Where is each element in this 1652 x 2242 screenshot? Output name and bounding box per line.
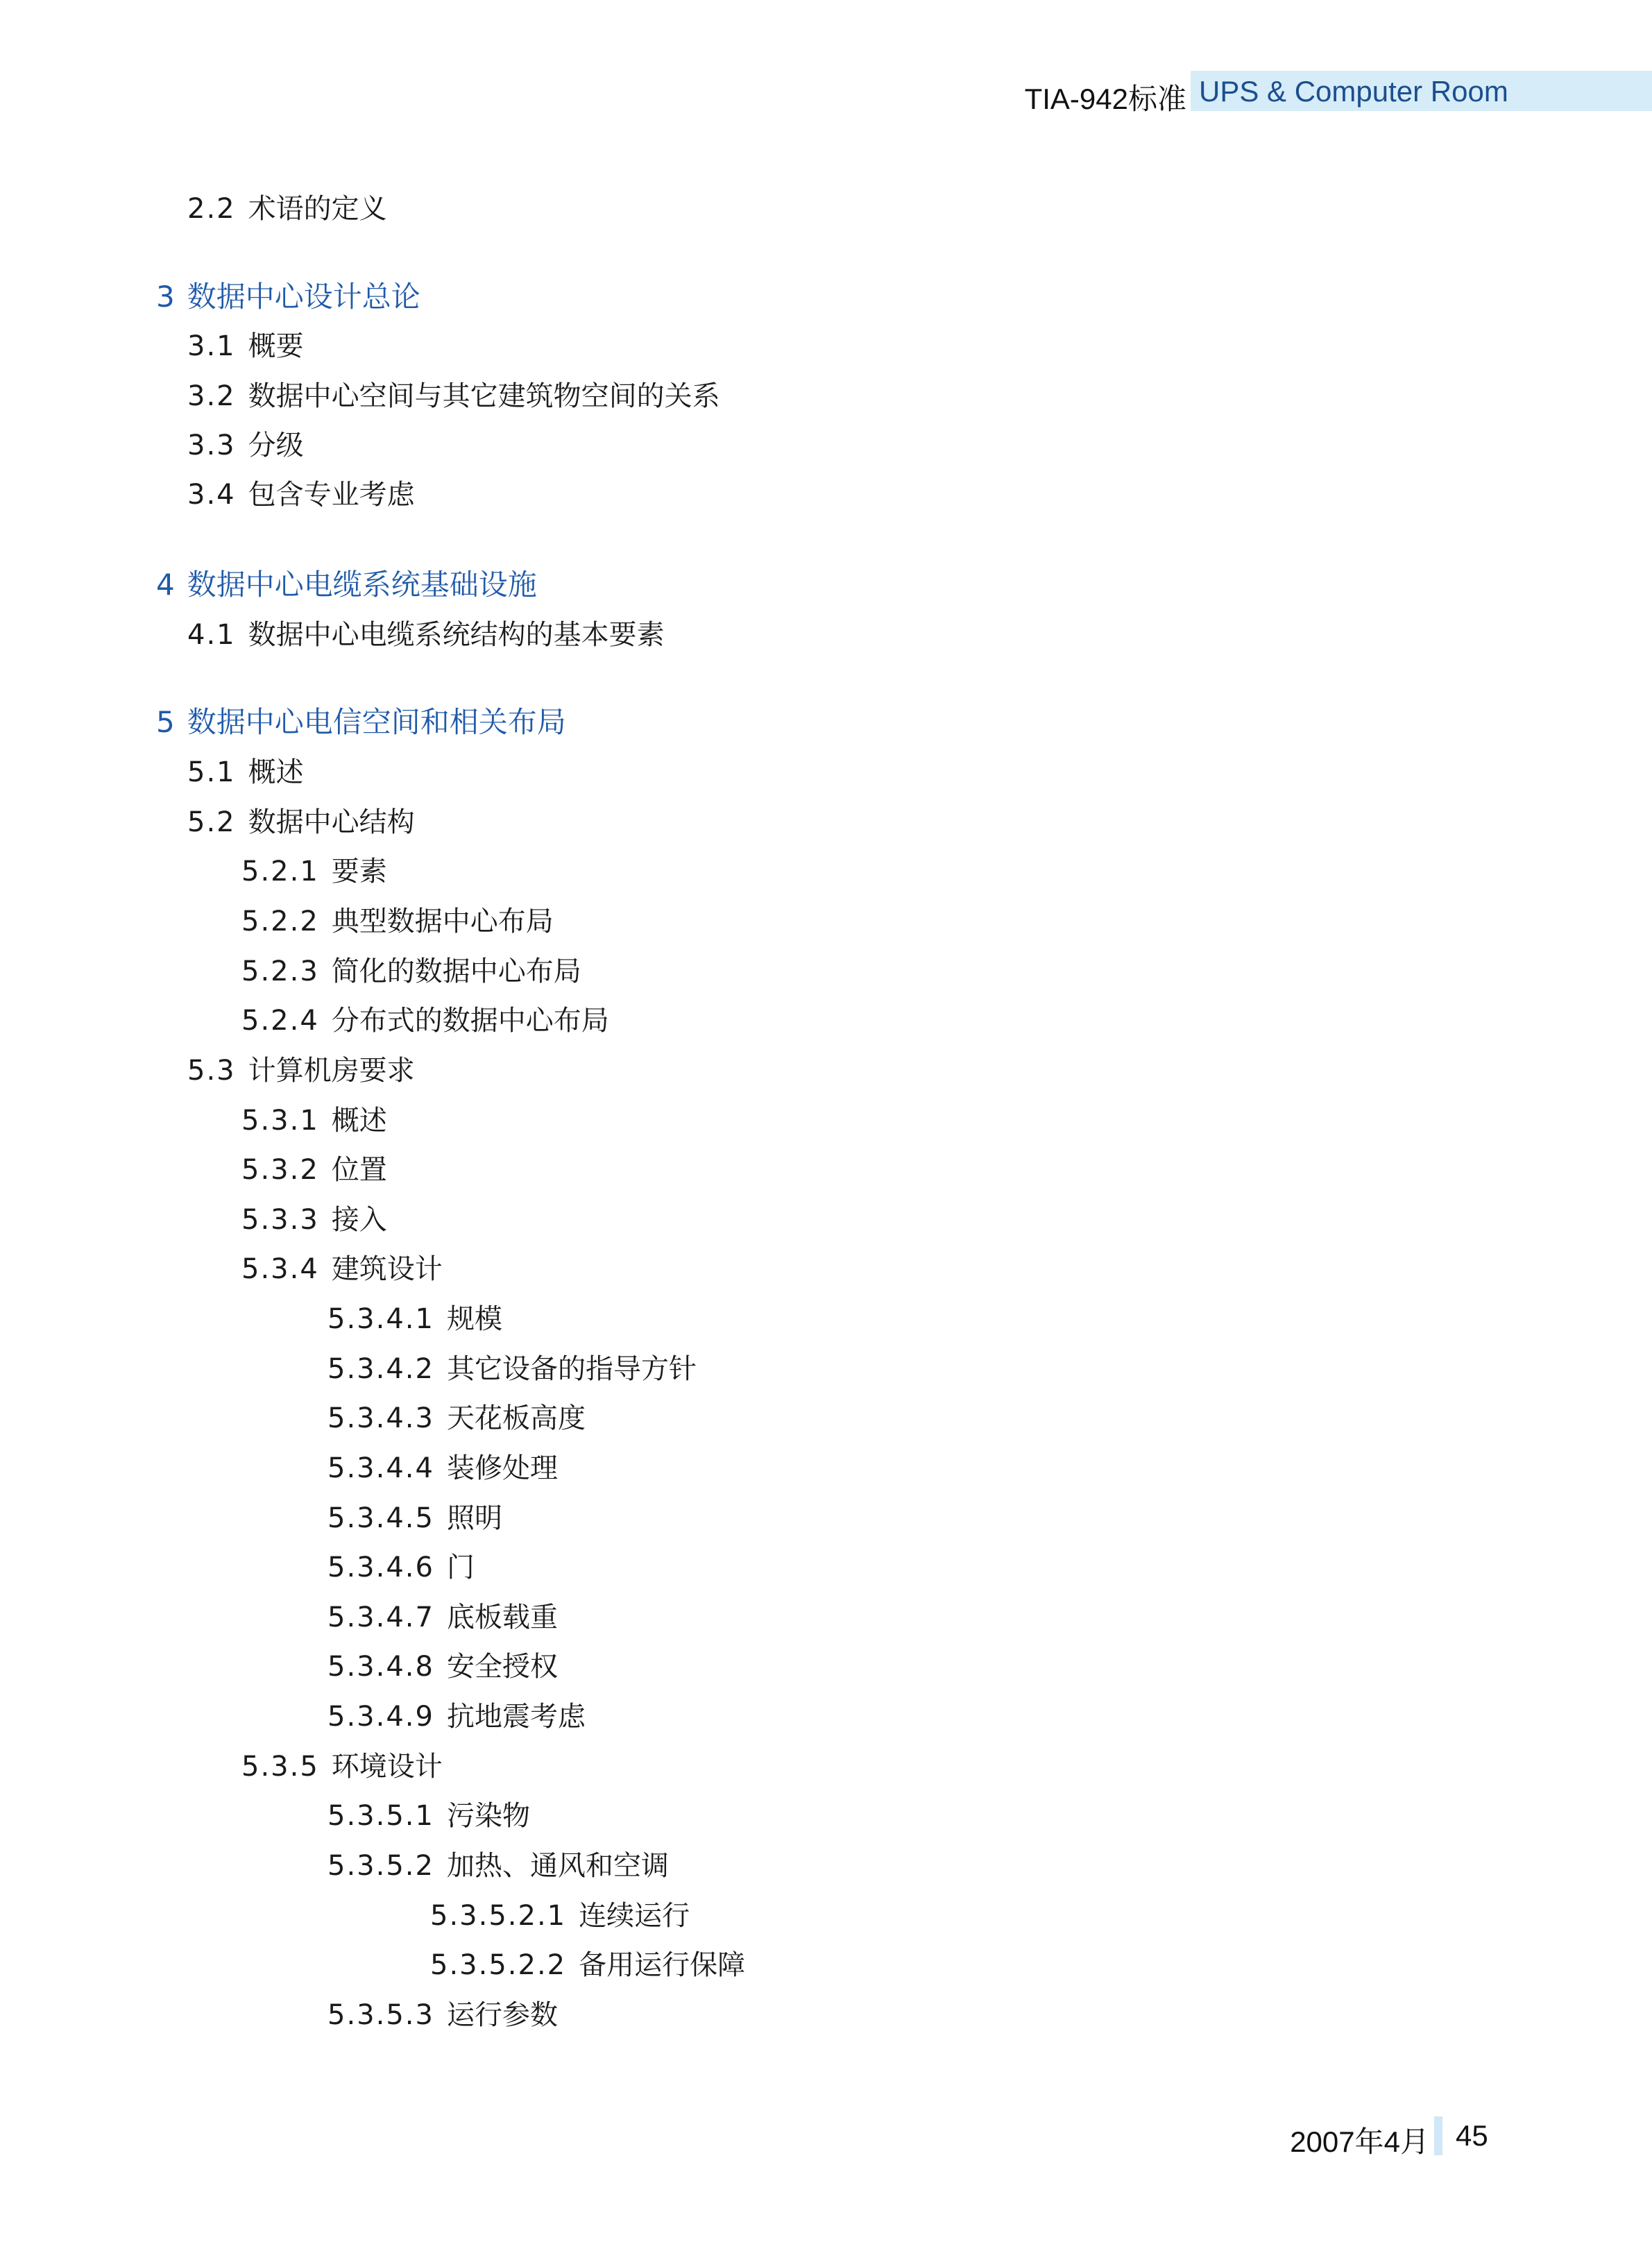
toc-entry-number: 3.3 bbox=[187, 430, 236, 461]
toc-entry bbox=[187, 618, 665, 652]
toc-entry bbox=[241, 1252, 443, 1286]
toc-entry-number: 5.2 bbox=[187, 806, 236, 838]
toc-entry-title: 底板载重 bbox=[446, 1602, 558, 1633]
toc-entry bbox=[187, 805, 415, 840]
toc-entry bbox=[156, 705, 566, 740]
toc-entry-number: 5.3.3 bbox=[241, 1204, 319, 1236]
toc-entry-number: 5.3 bbox=[187, 1055, 236, 1087]
toc-entry-number: 5.3.4.7 bbox=[327, 1602, 434, 1633]
toc-entry-title: 位置 bbox=[331, 1154, 387, 1186]
toc-entry bbox=[241, 1749, 443, 1784]
toc-entry bbox=[241, 1003, 609, 1038]
toc-entry-number: 4.1 bbox=[187, 619, 236, 651]
toc-entry bbox=[430, 1899, 690, 1933]
toc-entry-number: 5.3.5.3 bbox=[327, 1999, 434, 2031]
toc-entry bbox=[156, 568, 537, 602]
toc-entry bbox=[327, 1600, 558, 1635]
toc-entry-number: 5.1 bbox=[187, 756, 236, 788]
toc-entry bbox=[327, 1998, 558, 2032]
toc-entry-title: 要素 bbox=[331, 856, 387, 888]
page-header bbox=[971, 71, 1652, 114]
toc-entry bbox=[327, 1849, 669, 1883]
page-number: 45 bbox=[1456, 2119, 1488, 2152]
toc-entry-number: 5.2.3 bbox=[241, 956, 319, 987]
toc-entry-title: 照明 bbox=[446, 1502, 502, 1534]
toc-entry-number: 5.2.1 bbox=[241, 856, 319, 888]
toc-entry bbox=[241, 1103, 387, 1138]
header-title: TIA-942标准 bbox=[1024, 83, 1186, 115]
toc-entry-title: 概要 bbox=[248, 330, 304, 362]
toc-entry bbox=[327, 1799, 530, 1833]
toc-entry-title: 数据中心电信空间和相关布局 bbox=[187, 705, 566, 739]
toc-entry-title: 天花板高度 bbox=[446, 1402, 586, 1434]
toc-entry bbox=[187, 477, 415, 512]
toc-entry-title: 概述 bbox=[331, 1105, 387, 1137]
toc-entry-title: 环境设计 bbox=[331, 1751, 443, 1783]
toc-entry-number: 2.2 bbox=[187, 193, 236, 225]
toc-entry-title: 数据中心电缆系统基础设施 bbox=[187, 568, 537, 602]
toc-entry bbox=[241, 1203, 387, 1237]
toc-entry bbox=[241, 954, 581, 989]
toc-entry-number: 5.3.4.5 bbox=[327, 1502, 434, 1534]
toc-entry-number: 5.3.1 bbox=[241, 1105, 319, 1137]
toc-entry bbox=[327, 1352, 697, 1386]
toc-entry-number: 5.2.4 bbox=[241, 1005, 319, 1037]
toc-entry-number: 5.3.4.2 bbox=[327, 1353, 434, 1385]
toc-entry-title: 其它设备的指导方针 bbox=[446, 1353, 697, 1385]
toc-entry-title: 术语的定义 bbox=[248, 193, 387, 225]
toc-entry-title: 分布式的数据中心布局 bbox=[331, 1005, 609, 1037]
toc-entry-number: 5.3.4 bbox=[241, 1253, 319, 1285]
toc-entry bbox=[187, 428, 304, 463]
toc-entry-number: 5.3.4.1 bbox=[327, 1303, 434, 1335]
toc-entry-number: 5.3.5.2.1 bbox=[430, 1900, 567, 1932]
toc-entry-number: 5.3.5.2 bbox=[327, 1850, 434, 1882]
toc-entry-number: 5.3.5 bbox=[241, 1751, 319, 1783]
toc-entry-number: 5.3.4.9 bbox=[327, 1701, 434, 1733]
toc-entry bbox=[187, 329, 304, 364]
toc-entry-number: 5.3.5.1 bbox=[327, 1800, 434, 1832]
toc-entry bbox=[187, 755, 304, 790]
toc-entry-title: 数据中心电缆系统结构的基本要素 bbox=[248, 619, 665, 651]
toc-entry-title: 污染物 bbox=[446, 1800, 530, 1832]
toc-entry-title: 概述 bbox=[248, 756, 304, 788]
toc-entry-title: 包含专业考虑 bbox=[248, 479, 415, 511]
toc-entry bbox=[187, 192, 387, 226]
toc-entry-title: 接入 bbox=[331, 1204, 387, 1236]
header-band bbox=[1191, 71, 1652, 111]
toc-entry-title: 抗地震考虑 bbox=[446, 1701, 586, 1733]
toc-entry-number: 3.2 bbox=[187, 380, 236, 412]
toc-entry-title: 门 bbox=[446, 1552, 475, 1583]
toc-entry-number: 5.3.4.6 bbox=[327, 1552, 434, 1583]
toc-entry bbox=[327, 1550, 475, 1585]
toc-entry bbox=[327, 1501, 502, 1536]
toc-entry bbox=[241, 854, 387, 889]
page-footer bbox=[1284, 2116, 1492, 2159]
toc-entry-title: 备用运行保障 bbox=[579, 1949, 746, 1981]
toc-entry bbox=[187, 1053, 415, 1088]
toc-entry-title: 简化的数据中心布局 bbox=[331, 956, 581, 987]
toc-entry-number: 5.3.4.8 bbox=[327, 1651, 434, 1683]
toc-entry bbox=[327, 1451, 558, 1486]
toc-entry-number: 5.2.2 bbox=[241, 906, 319, 937]
toc-entry bbox=[241, 904, 554, 939]
toc-entry-number: 5.3.4.3 bbox=[327, 1402, 434, 1434]
toc-entry-number: 3 bbox=[156, 280, 175, 314]
toc-entry bbox=[327, 1302, 502, 1336]
toc-entry-number: 5.3.4.4 bbox=[327, 1452, 434, 1484]
toc-entry-title: 典型数据中心布局 bbox=[331, 906, 554, 937]
toc-entry-number: 5.3.5.2.2 bbox=[430, 1949, 567, 1981]
toc-entry bbox=[156, 280, 420, 314]
toc-entry-title: 规模 bbox=[446, 1303, 502, 1335]
toc-entry-title: 数据中心空间与其它建筑物空间的关系 bbox=[248, 380, 720, 412]
toc-entry-title: 分级 bbox=[248, 430, 304, 461]
footer-date: 2007年4月 bbox=[1290, 2125, 1429, 2158]
toc-entry bbox=[241, 1153, 387, 1187]
toc-entry-title: 安全授权 bbox=[446, 1651, 558, 1683]
toc-entry-number: 3.1 bbox=[187, 330, 236, 362]
toc-entry bbox=[327, 1401, 586, 1436]
toc-entry-title: 装修处理 bbox=[446, 1452, 558, 1484]
toc-entry bbox=[327, 1649, 558, 1684]
toc-entry-number: 5.3.2 bbox=[241, 1154, 319, 1186]
toc-entry-title: 数据中心结构 bbox=[248, 806, 415, 838]
toc-entry-title: 连续运行 bbox=[579, 1900, 690, 1932]
footer-divider bbox=[1434, 2116, 1442, 2155]
toc-entry-number: 3.4 bbox=[187, 479, 236, 511]
toc-entry bbox=[187, 379, 720, 414]
toc-entry-title: 运行参数 bbox=[446, 1999, 558, 2031]
toc-entry-title: 加热、通风和空调 bbox=[446, 1850, 669, 1882]
toc-entry bbox=[327, 1699, 586, 1734]
toc-entry-title: 数据中心设计总论 bbox=[187, 280, 420, 314]
toc-entry-number: 5 bbox=[156, 705, 175, 739]
toc-entry-title: 建筑设计 bbox=[331, 1253, 443, 1285]
header-band-text: UPS & Computer Room bbox=[1199, 75, 1508, 108]
toc-entry-title: 计算机房要求 bbox=[248, 1055, 415, 1087]
toc-entry bbox=[430, 1948, 745, 1982]
toc-entry-number: 4 bbox=[156, 568, 175, 602]
